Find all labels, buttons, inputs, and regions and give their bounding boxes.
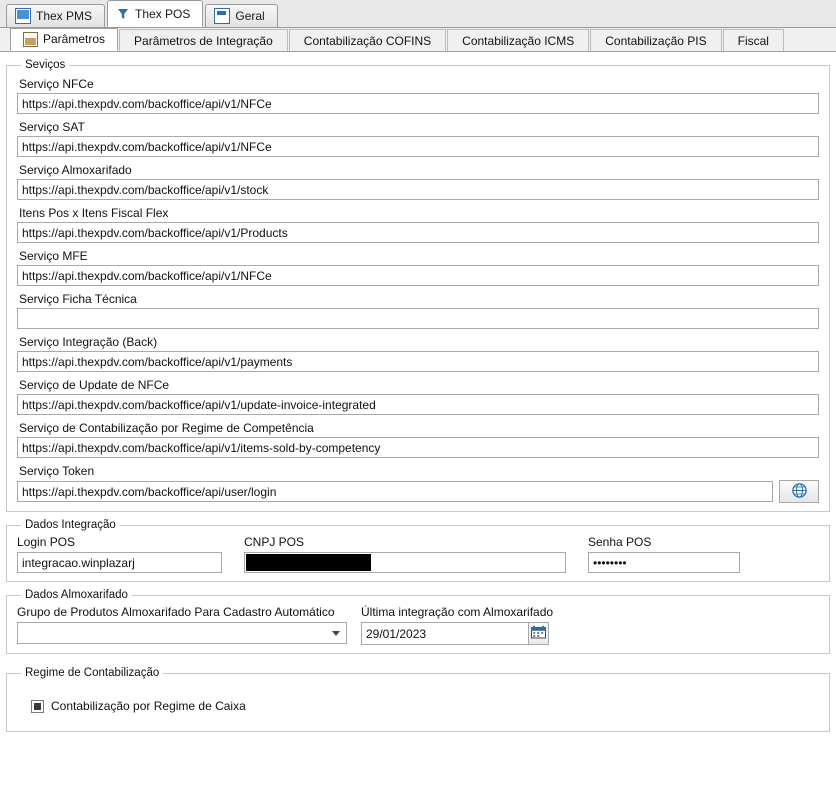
test-token-button[interactable]	[779, 480, 819, 503]
label-servico-update-nfce: Serviço de Update de NFCe	[19, 378, 170, 392]
label-servico-contabilizacao-competencia: Serviço de Contabilização por Regime de Competência	[19, 421, 314, 435]
window-tab-strip	[0, 0, 836, 28]
select-grupo-produtos[interactable]	[17, 622, 347, 644]
label-ultima-integracao: Última integração com Almoxarifado	[361, 605, 554, 619]
input-ultima-integracao[interactable]	[361, 622, 528, 645]
input-servico-mfe[interactable]	[17, 265, 819, 286]
warehouse-row	[17, 605, 819, 645]
integration-group-legend: Dados Integração	[25, 519, 116, 531]
parameters-icon	[23, 32, 38, 47]
redaction-overlay	[246, 554, 371, 571]
funnel-icon	[116, 7, 130, 21]
select-grupo-produtos-wrap	[17, 622, 347, 644]
window-tab-thex-pos[interactable]	[107, 0, 203, 27]
input-servico-token[interactable]	[17, 481, 773, 502]
warehouse-data-group	[6, 589, 830, 654]
label-login-pos: Login POS	[17, 535, 76, 549]
input-cnpj-pos[interactable]	[244, 552, 566, 573]
checkbox-contabilizacao-regime-caixa[interactable]	[31, 700, 44, 713]
inner-tab-strip	[0, 28, 836, 52]
senha-pos-field	[588, 535, 740, 573]
warehouse-group-legend: Dados Almoxarifado	[25, 589, 128, 601]
input-servico-almoxarifado[interactable]	[17, 179, 819, 200]
label-grupo-produtos: Grupo de Produtos Almoxarifado Para Cadastro Automático	[17, 605, 335, 619]
cnpj-pos-field	[244, 535, 566, 573]
product-group-field	[17, 605, 347, 644]
checkbox-label: Contabilização por Regime de Caixa	[51, 699, 246, 713]
accounting-regime-group	[6, 667, 830, 732]
accounting-group-legend: Regime de Contabilização	[25, 667, 160, 679]
services-group	[6, 59, 830, 512]
tab-label: Fiscal	[737, 34, 769, 48]
tab-fiscal[interactable]	[723, 29, 784, 51]
window-tab-thex-pms[interactable]	[6, 4, 105, 27]
input-servico-nfce[interactable]	[17, 93, 819, 114]
token-row	[17, 480, 819, 503]
label-servico-ficha-tecnica: Serviço Ficha Técnica	[19, 292, 137, 306]
tab-label: Parâmetros	[43, 32, 106, 46]
tab-label: Contabilização ICMS	[462, 34, 575, 48]
input-servico-integracao-back[interactable]	[17, 351, 819, 372]
label-servico-mfe: Serviço MFE	[19, 249, 88, 263]
calendar-button[interactable]	[528, 622, 549, 645]
tab-contabilizacao-cofins[interactable]	[289, 29, 446, 51]
label-servico-nfce: Serviço NFCe	[19, 77, 94, 91]
input-servico-contabilizacao-competencia[interactable]	[17, 437, 819, 458]
window-tab-label: Geral	[235, 9, 265, 23]
label-servico-integracao-back: Serviço Integração (Back)	[19, 335, 158, 349]
cash-regime-checkbox-row[interactable]	[31, 699, 819, 713]
input-servico-sat[interactable]	[17, 136, 819, 157]
tab-parametros-de-integracao[interactable]	[119, 29, 288, 51]
input-itens-pos-x-itens-fiscal-flex[interactable]	[17, 222, 819, 243]
calendar-icon	[531, 625, 546, 642]
label-servico-almoxarifado: Serviço Almoxarifado	[19, 163, 132, 177]
date-picker	[361, 622, 549, 645]
label-servico-sat: Serviço SAT	[19, 120, 85, 134]
window-icon	[214, 8, 230, 24]
label-senha-pos: Senha POS	[588, 535, 652, 549]
login-pos-field	[17, 535, 222, 573]
input-senha-pos[interactable]	[588, 552, 740, 573]
tab-label: Contabilização PIS	[605, 34, 707, 48]
window-tab-geral[interactable]	[205, 4, 277, 27]
input-servico-ficha-tecnica[interactable]	[17, 308, 819, 329]
integration-data-group	[6, 519, 830, 582]
window-tab-label: Thex PMS	[36, 9, 93, 23]
tab-contabilizacao-pis[interactable]	[590, 29, 721, 51]
input-servico-update-nfce[interactable]	[17, 394, 819, 415]
tab-parametros[interactable]	[10, 28, 118, 51]
tab-label: Parâmetros de Integração	[134, 34, 273, 48]
globe-icon	[791, 482, 808, 502]
tab-contabilizacao-icms[interactable]	[447, 29, 589, 51]
window-tab-label: Thex POS	[135, 6, 191, 21]
label-itens-pos-x-itens-fiscal-flex: Itens Pos x Itens Fiscal Flex	[19, 206, 169, 220]
parameters-panel	[0, 59, 836, 792]
label-servico-token: Serviço Token	[19, 464, 95, 478]
last-integration-field	[361, 605, 553, 645]
label-cnpj-pos: CNPJ POS	[244, 535, 305, 549]
monitor-icon	[15, 8, 31, 24]
integration-row	[17, 535, 819, 573]
input-login-pos[interactable]	[17, 552, 222, 573]
services-group-legend: Seviços	[25, 59, 66, 71]
tab-label: Contabilização COFINS	[303, 34, 432, 48]
